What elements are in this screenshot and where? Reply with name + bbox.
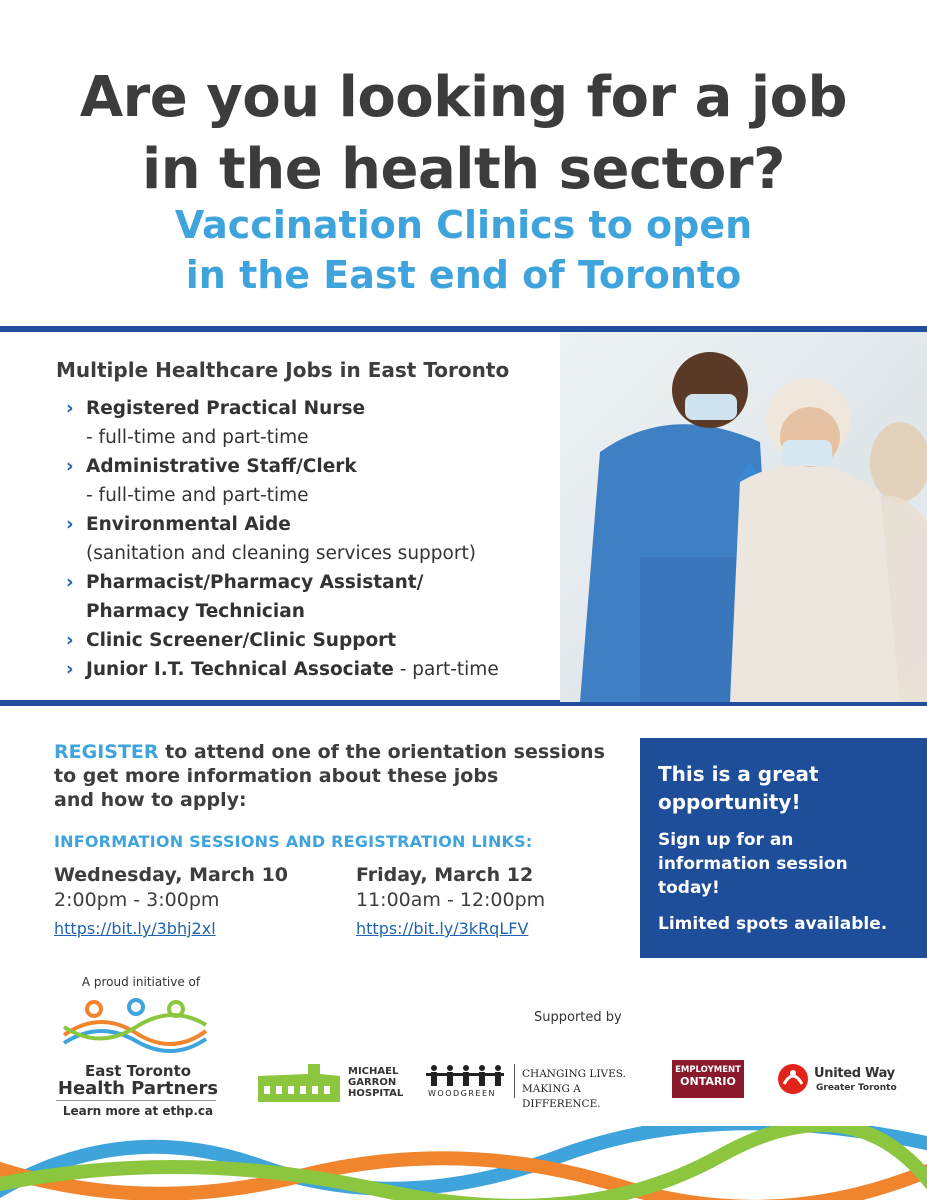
ethp-divider xyxy=(56,1100,216,1101)
jobs-title: Multiple Healthcare Jobs in East Toronto xyxy=(56,358,510,382)
mgh-line-3: HOSPITAL xyxy=(348,1088,404,1099)
job-title: Administrative Staff/Clerk xyxy=(86,456,357,477)
uw-line-1: United Way xyxy=(814,1066,895,1081)
session-day: Wednesday, March 10 xyxy=(54,864,289,886)
session-time: 2:00pm - 3:00pm xyxy=(54,889,220,911)
woodgreen-tagline-1: CHANGING LIVES. xyxy=(522,1068,626,1080)
job-detail: (sanitation and cleaning services support) xyxy=(86,543,476,564)
callout-signup xyxy=(658,828,911,900)
list-item xyxy=(66,568,586,626)
hospital-building-icon xyxy=(258,1062,340,1102)
register-line-2: to get more information about these jobs xyxy=(54,765,499,787)
woodgreen-tagline-2: MAKING A DIFFERENCE. xyxy=(522,1083,601,1110)
list-item xyxy=(66,452,586,510)
woodgreen-logo xyxy=(424,1064,654,1110)
chevron-right-icon: › xyxy=(66,659,74,680)
register-text xyxy=(54,740,634,812)
job-title: Registered Practical Nurse xyxy=(86,398,366,419)
chevron-right-icon: › xyxy=(66,572,74,593)
callout-limited: Limited spots available. xyxy=(658,914,888,934)
woodgreen-divider xyxy=(514,1064,515,1098)
ethp-name-line-2: Health Partners xyxy=(57,1078,219,1099)
signup-line-3: today! xyxy=(658,878,720,898)
eo-line-1: EMPLOYMENT xyxy=(675,1065,741,1075)
mgh-line-2: GARRON xyxy=(348,1077,397,1088)
headline-line-1: Are you looking for a job xyxy=(79,65,848,130)
united-way-logo xyxy=(776,1062,906,1098)
ethp-name xyxy=(50,1062,226,1098)
list-item xyxy=(66,394,586,452)
job-title: Clinic Screener/Clinic Support xyxy=(86,630,397,651)
job-title: Junior I.T. Technical Associate xyxy=(86,659,394,680)
list-item xyxy=(66,510,586,568)
woodgreen-figures-icon xyxy=(426,1064,504,1086)
register-accent: REGISTER xyxy=(54,741,159,763)
list-item xyxy=(66,655,586,684)
healthcare-photo xyxy=(560,332,927,702)
registration-link[interactable]: https://bit.ly/3bhj2xl xyxy=(54,919,216,938)
decorative-waves xyxy=(0,1126,927,1200)
supported-by-label: Supported by xyxy=(534,1010,622,1025)
headline-line-2: in the health sector? xyxy=(142,137,785,202)
registration-link[interactable]: https://bit.ly/3kRqLFV xyxy=(356,919,529,938)
sub-headline-line-2: in the East end of Toronto xyxy=(185,253,742,297)
session-time: 11:00am - 12:00pm xyxy=(356,889,546,911)
job-detail: Pharmacy Technician xyxy=(86,601,305,622)
mgh-line-1: MICHAEL xyxy=(348,1066,399,1077)
sub-headline-line-1: Vaccination Clinics to open xyxy=(174,203,753,247)
chevron-right-icon: › xyxy=(66,456,74,477)
eo-line-2: ONTARIO xyxy=(680,1075,736,1088)
learn-more: Learn more at ethp.ca xyxy=(62,1104,214,1118)
employment-ontario-logo xyxy=(672,1060,744,1098)
chevron-right-icon: › xyxy=(66,514,74,535)
chevron-right-icon: › xyxy=(66,630,74,651)
job-title: Environmental Aide xyxy=(86,514,291,535)
signup-line-1: Sign up for an xyxy=(658,830,794,850)
list-item xyxy=(66,626,586,655)
sessions-title: INFORMATION SESSIONS AND REGISTRATION LINKS: xyxy=(54,832,533,851)
nurse-patient-illustration xyxy=(560,332,927,702)
united-way-hand-icon xyxy=(776,1062,810,1096)
callout-line-1: This is a great xyxy=(658,762,819,786)
signup-line-2: information session xyxy=(658,854,848,874)
main-headline xyxy=(0,62,927,206)
session-friday xyxy=(356,864,545,938)
woodgreen-name: WOODGREEN xyxy=(428,1089,497,1098)
proud-initiative-label: A proud initiative of xyxy=(81,975,201,989)
uw-line-2: Greater Toronto xyxy=(816,1083,897,1093)
ethp-name-line-1: East Toronto xyxy=(84,1062,192,1080)
opportunity-callout xyxy=(640,738,927,958)
session-wednesday xyxy=(54,864,288,938)
job-inline: - part-time xyxy=(393,659,499,680)
job-detail: - full-time and part-time xyxy=(86,427,309,448)
chevron-right-icon: › xyxy=(66,398,74,419)
job-detail: - full-time and part-time xyxy=(86,485,309,506)
jobs-list xyxy=(66,394,586,684)
job-title: Pharmacist/Pharmacy Assistant/ xyxy=(86,572,424,593)
callout-line-2: opportunity! xyxy=(658,790,801,814)
register-line-3: and how to apply: xyxy=(54,789,247,811)
sub-headline xyxy=(0,200,927,300)
ethp-logo-icon xyxy=(60,995,210,1057)
michael-garron-hospital-logo xyxy=(258,1062,418,1102)
session-day: Friday, March 12 xyxy=(356,864,534,886)
register-line-1: to attend one of the orientation sessions xyxy=(158,741,605,763)
